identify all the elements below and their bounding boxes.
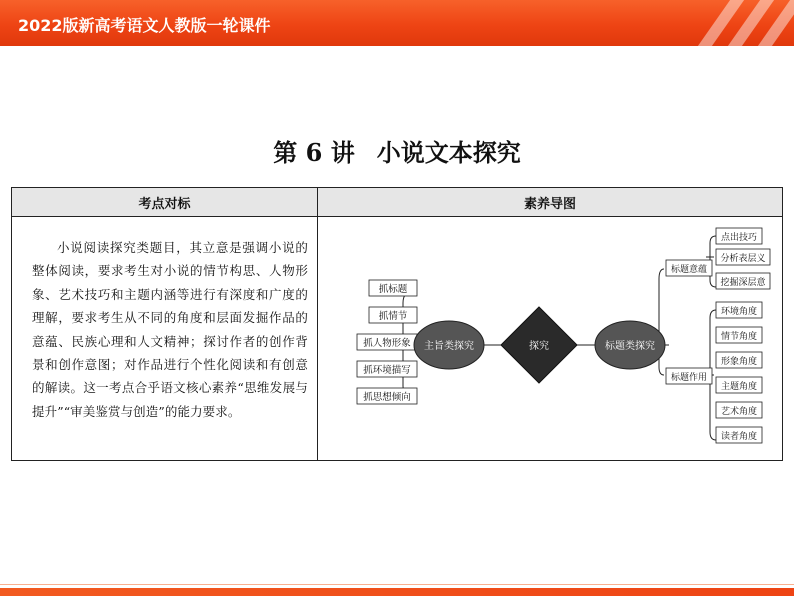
lesson-title: [0, 133, 794, 168]
course-title: 2022版新高考语文人教版一轮课件: [18, 16, 271, 35]
function-item-6: 读者角度: [720, 432, 758, 442]
meaning-item-3: 挖掘深层意: [720, 278, 766, 288]
header-decoration: [594, 0, 794, 46]
theme-inquiry-label: 主旨类探究: [424, 341, 474, 352]
table-header-row: [12, 188, 782, 217]
footer-bar: [0, 588, 794, 596]
mind-map: [318, 217, 782, 460]
footer-line: [0, 584, 794, 585]
column-header-exam-point: 考点对标: [138, 197, 191, 212]
lesson-name: 小说文本探究: [376, 138, 521, 167]
branch-title-function: 标题作用: [670, 373, 708, 383]
left-item-4: 抓环境描写: [363, 365, 411, 376]
branch-title-meaning: 标题意蕴: [670, 265, 708, 275]
function-item-5: 艺术角度: [720, 407, 758, 417]
function-item-4: 主题角度: [720, 382, 758, 392]
function-item-3: 形象角度: [720, 357, 758, 367]
column-header-mind-map: 素养导图: [523, 197, 576, 212]
exam-point-description: 小说阅读探究类题目，其立意是强调小说的整体阅读，要求考生对小说的情节构思、人物形象、艺术技巧和主题内涵等进行有深度和广度的理解，要求考生从不同的角度和层面发掘作品的意蕴、民族心理和人文精神；探讨作者的创作背景和创作意图；对作品进行个性化阅读和有创意的解读。这一考点合乎语文核心素养“思维发展与提升”“审美鉴赏与创造”的能力要求。: [32, 240, 308, 419]
function-item-1: 环境角度: [720, 307, 758, 317]
header-bar: [0, 0, 794, 46]
left-item-2: 抓情节: [378, 311, 408, 322]
meaning-item-1: 点出技巧: [720, 233, 758, 243]
left-item-3: 抓人物形象: [363, 338, 411, 349]
meaning-item-2: 分析表层义: [720, 254, 766, 264]
function-item-2: 情节角度: [720, 332, 758, 342]
inquiry-label: 探究: [529, 341, 549, 352]
right-bracket-main: [659, 269, 669, 375]
title-inquiry-label: 标题类探究: [605, 341, 655, 352]
overview-table: [11, 187, 783, 461]
left-item-1: 抓标题: [378, 284, 408, 295]
lesson-number: 第 6 讲: [273, 138, 355, 167]
left-item-5: 抓思想倾向: [363, 392, 411, 403]
